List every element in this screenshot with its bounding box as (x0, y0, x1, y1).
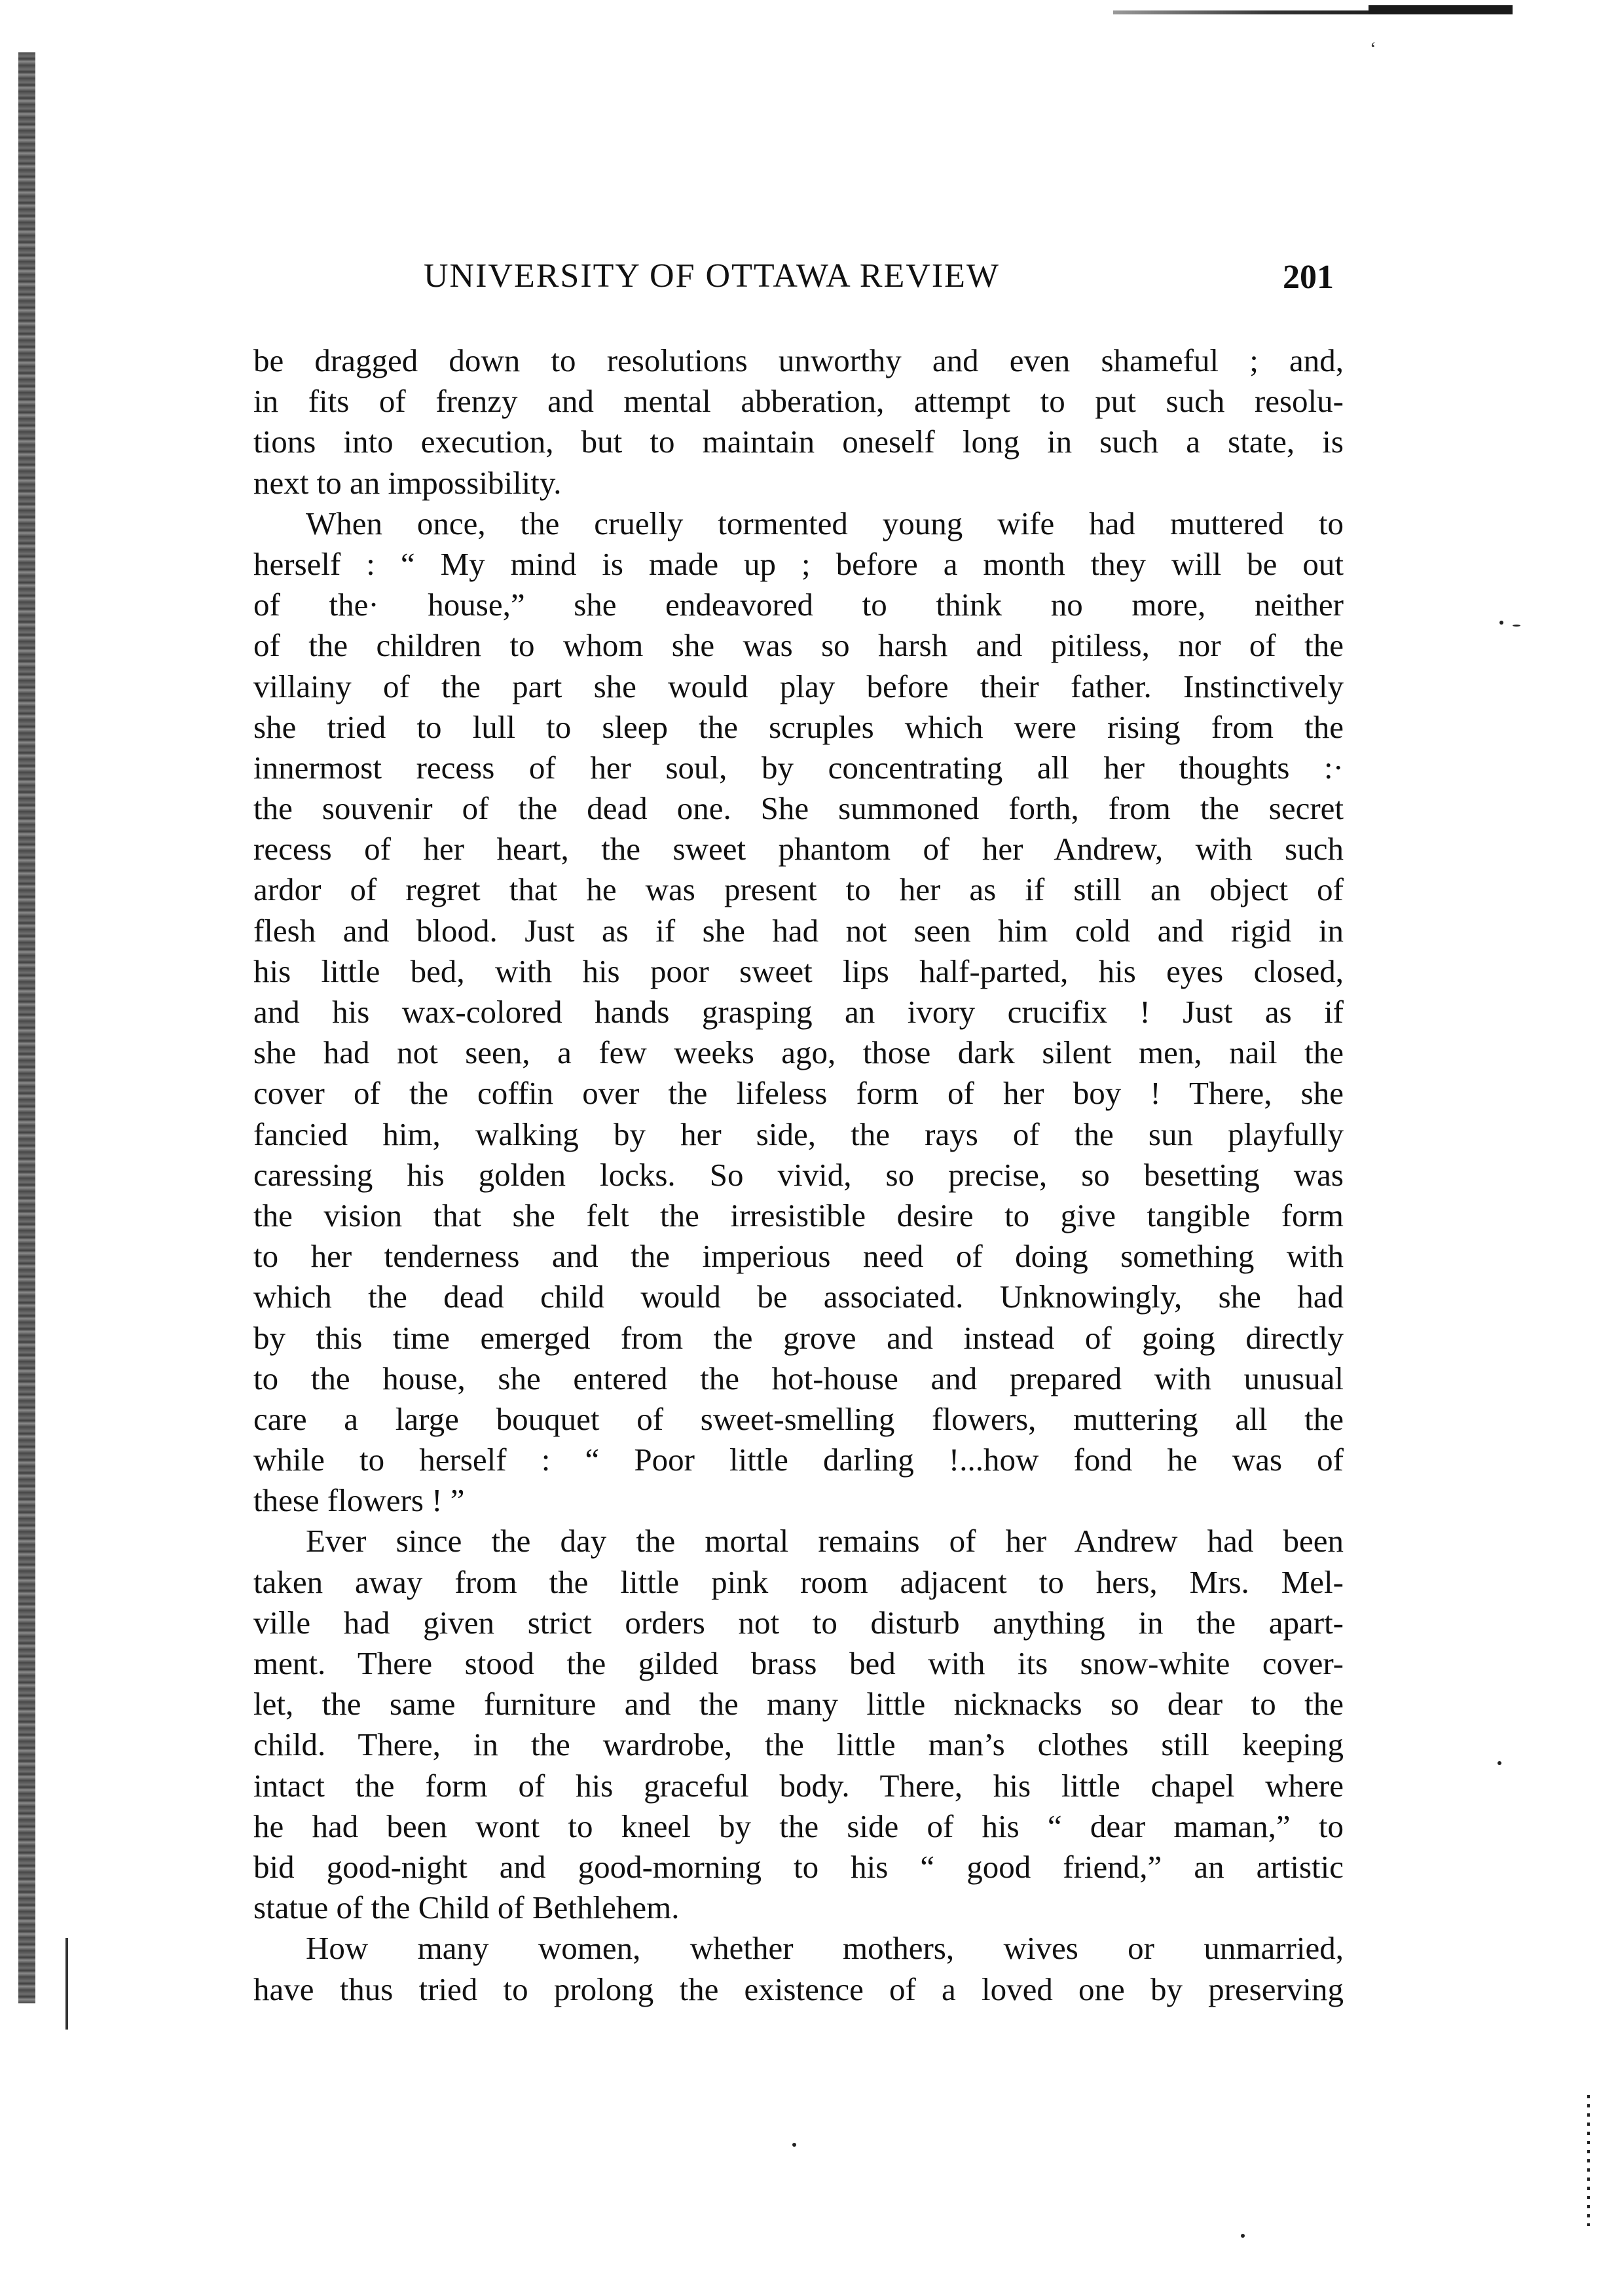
stray-mark (1499, 621, 1503, 625)
text-line: care a large bouquet of sweet-smelling flowers, muttering all the (253, 1400, 1344, 1437)
page-number: 201 (1283, 259, 1334, 296)
text-line: the vision that she felt the irresistible desire to give tangible form (253, 1197, 1344, 1233)
corner-scan-mark: ‘ (1370, 38, 1376, 60)
text-line: caressing his golden locks. So vivid, so precise, so besetting was (253, 1156, 1344, 1193)
stray-mark (1241, 2234, 1245, 2238)
text-line: When once, the cruelly tormented young wife had muttered to (306, 505, 1344, 541)
text-line: ville had given strict orders not to disturb anything in the apart- (253, 1604, 1344, 1641)
text-line: by this time emerged from the grove and instead of going directly (253, 1319, 1344, 1356)
text-line: innermost recess of her soul, by concentrating all her thoughts :· (253, 749, 1344, 786)
text-line: Ever since the day the mortal remains of her Andrew had been (306, 1523, 1344, 1559)
text-line: fancied him, walking by her side, the rays of the sun playfully (253, 1116, 1344, 1152)
stray-mark (1498, 1761, 1501, 1765)
text-line: these flowers ! ” (253, 1482, 465, 1519)
text-line: next to an impossibility. (253, 464, 562, 501)
text-line: his little bed, with his poor sweet lips half-parted, his eyes closed, (253, 953, 1344, 989)
text-line: ardor of regret that he was present to her as if still an object of (253, 871, 1344, 908)
text-line: while to herself : “ Poor little darling !...how fond he was of (253, 1442, 1344, 1478)
text-line: he had been wont to kneel by the side of his “ dear maman,” to (253, 1808, 1344, 1844)
stray-mark (1513, 625, 1520, 627)
text-line: and his wax-colored hands grasping an ivory crucifix ! Just as if (253, 994, 1344, 1030)
page-header (253, 257, 1334, 302)
scan-edge-dots (1587, 2095, 1590, 2226)
text-line: she tried to lull to sleep the scruples which were rising from the (253, 708, 1344, 745)
text-line: the souvenir of the dead one. She summoned forth, from the secret (253, 790, 1344, 827)
text-line: villainy of the part she would play before their father. Instinctively (253, 668, 1344, 704)
text-line: taken away from the little pink room adjacent to hers, Mrs. Mel- (253, 1563, 1344, 1600)
running-head: UNIVERSITY OF OTTAWA REVIEW (424, 257, 1000, 295)
text-line: How many women, whether mothers, wives or unmarried, (306, 1930, 1344, 1967)
text-line: be dragged down to resolutions unworthy and even shameful ; and, (253, 342, 1344, 378)
text-line: tions into execution, but to maintain oneself long in such a state, is (253, 424, 1344, 460)
text-line: cover of the coffin over the lifeless form of her boy ! There, she (253, 1075, 1344, 1112)
binding-edge-mark (65, 1938, 68, 2030)
text-line: statue of the Child of Bethlehem. (253, 1889, 680, 1926)
text-line: recess of her heart, the sweet phantom of her Andrew, with such (253, 831, 1344, 867)
text-line: of the· house,” she endeavored to think no more, neither (253, 587, 1344, 623)
text-line: of the children to whom she was so harsh and pitiless, nor of the (253, 627, 1344, 664)
text-line: bid good-night and good-morning to his “ good friend,” an artistic (253, 1848, 1344, 1885)
text-line: child. There, in the wardrobe, the little man’s clothes still keeping (253, 1726, 1344, 1763)
top-scan-rule-thick (1369, 5, 1513, 14)
text-line: flesh and blood. Just as if she had not seen him cold and rigid in (253, 912, 1344, 949)
text-line: in fits of frenzy and mental abberation, attempt to put such resolu- (253, 383, 1344, 420)
text-line: to her tenderness and the imperious need of doing something with (253, 1238, 1344, 1275)
text-line: herself : “ My mind is made up ; before a month they will be out (253, 545, 1344, 582)
text-line: have thus tried to prolong the existence of a loved one by preserving (253, 1971, 1344, 2007)
text-line: ment. There stood the gilded brass bed with its snow-white cover- (253, 1645, 1344, 1681)
page-binding-edge (18, 52, 35, 2003)
text-line: let, the same furniture and the many little nicknacks so dear to the (253, 1686, 1344, 1722)
body-text (253, 340, 1344, 2010)
text-line: which the dead child would be associated. Unknowingly, she had (253, 1279, 1344, 1315)
text-line: intact the form of his graceful body. There, his little chapel where (253, 1767, 1344, 1804)
text-line: she had not seen, a few weeks ago, those dark silent men, nail the (253, 1034, 1344, 1071)
stray-mark (792, 2143, 796, 2147)
text-line: to the house, she entered the hot-house and prepared with unusual (253, 1360, 1344, 1396)
